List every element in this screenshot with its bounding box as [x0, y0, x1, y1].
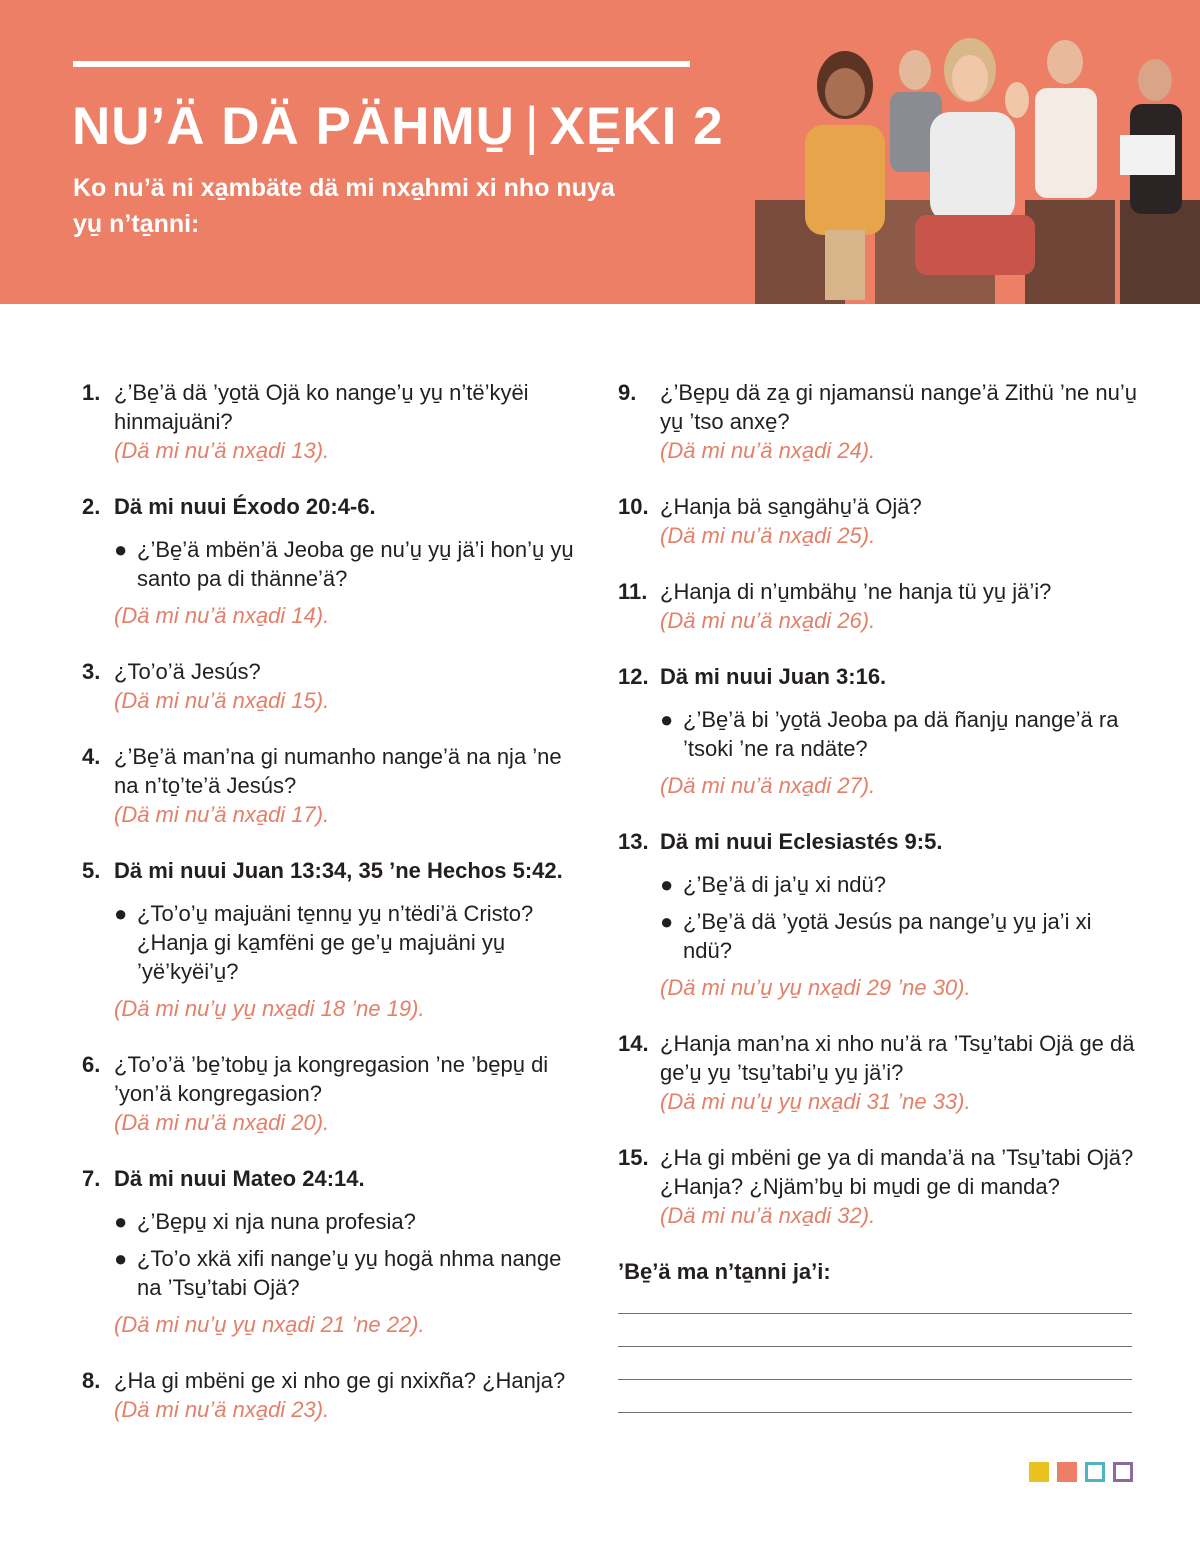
sub-question: ● ¿’Be̱’ä di ja’u̱ xi ndü? — [660, 872, 887, 897]
question-number: 10. — [618, 494, 649, 519]
question-13 — [618, 827, 1138, 1002]
question-number: 7. — [82, 1166, 101, 1191]
sub-question: ● ¿To’o’u̱ majuäni te̱nnu̱ yu̱ n’tëdi’ä Cristo? ¿Hanja gi ka̱mfëni ge ge’u̱ majuäni yu̱ ’yë’kyëi’u̱? — [114, 901, 534, 984]
sub-question-list — [114, 1207, 582, 1302]
question-text: ¿’Be̱’ä dä ’yo̱tä Ojä ko nange’u̱ yu̱ n’të’kyëi hinmajuäni? — [114, 380, 529, 434]
paragraph-reference: (Dä mi nu’ä nxa̱di 23). — [114, 1397, 330, 1422]
question-text: ¿Ha gi mbëni ge xi nho ge gi nxixña? ¿Hanja? — [114, 1368, 566, 1393]
paragraph-reference: (Dä mi nu’ä nxa̱di 15). — [114, 688, 330, 713]
paragraph-reference: (Dä mi nu’ä nxa̱di 17). — [114, 802, 330, 827]
question-text: ¿Hanja di n’u̱mbähu̱ ’ne hanja tü yu̱ jä’i? — [660, 579, 1052, 604]
bullet-icon: ● — [114, 901, 128, 926]
title-main: NU’Ä DÄ PÄHMU̱ — [72, 97, 515, 156]
scripture-reading: Dä mi nuui Eclesiastés 9:5. — [660, 829, 943, 854]
paragraph-reference: (Dä mi nu’u̱ yu̱ nxa̱di 21 ’ne 22). — [114, 1312, 425, 1337]
title-part: XE̱KI 2 — [549, 97, 724, 156]
question-3 — [82, 657, 582, 715]
question-number: 6. — [82, 1052, 101, 1077]
bullet-icon: ● — [660, 707, 674, 732]
question-number: 12. — [618, 664, 649, 689]
paragraph-reference: (Dä mi nu’ä nxa̱di 24). — [660, 438, 876, 463]
question-number: 9. — [618, 380, 637, 405]
question-number: 13. — [618, 829, 649, 854]
question-9 — [618, 378, 1138, 465]
note-line[interactable] — [618, 1346, 1132, 1347]
paragraph-reference: (Dä mi nu’ä nxa̱di 26). — [660, 608, 876, 633]
paragraph-reference: (Dä mi nu’ä nxa̱di 20). — [114, 1110, 330, 1135]
question-number: 15. — [618, 1145, 649, 1170]
sub-question: ● ¿’Be̱pu̱ xi nja nuna profesia? — [114, 1209, 416, 1234]
paragraph-reference: (Dä mi nu’ä nxa̱di 14). — [114, 603, 330, 628]
question-number: 8. — [82, 1368, 101, 1393]
questions-column-right — [618, 378, 1138, 1413]
bullet-icon: ● — [114, 537, 128, 562]
question-14 — [618, 1029, 1138, 1116]
question-text: ¿Hanja man’na xi nho nu’ä ra ’Tsu̱’tabi Ojä ge dä ge’u̱ yu̱ ’tsu̱’tabi’u̱ yu̱ jä’i? — [660, 1031, 1135, 1085]
question-number: 2. — [82, 494, 101, 519]
note-line[interactable] — [618, 1379, 1132, 1380]
question-10 — [618, 492, 1138, 550]
paragraph-reference: (Dä mi nu’u̱ yu̱ nxa̱di 31 ’ne 33). — [660, 1089, 971, 1114]
question-number: 11. — [618, 579, 648, 604]
question-text: ¿To’o’ä Jesús? — [114, 659, 261, 684]
question-11 — [618, 577, 1138, 635]
header-banner — [0, 0, 1200, 304]
question-number: 3. — [82, 659, 101, 684]
question-number: 5. — [82, 858, 101, 883]
bullet-icon: ● — [660, 872, 674, 897]
question-text: ¿’Be̱’ä man’na gi numanho nange’ä na nja ’ne na n’to̱’te’ä Jesús? — [114, 744, 562, 798]
paragraph-reference: (Dä mi nu’u̱ yu̱ nxa̱di 18 ’ne 19). — [114, 996, 425, 1021]
square-purple-outline-icon — [1113, 1462, 1133, 1482]
scripture-reading: Dä mi nuui Juan 13:34, 35 ’ne Hechos 5:42. — [114, 858, 563, 883]
question-12 — [618, 662, 1138, 800]
audience-illustration — [735, 0, 1200, 304]
header-rule — [73, 61, 690, 67]
bullet-icon: ● — [660, 909, 674, 934]
square-teal-outline-icon — [1085, 1462, 1105, 1482]
question-number: 14. — [618, 1031, 649, 1056]
bullet-icon: ● — [114, 1209, 128, 1234]
question-4 — [82, 742, 582, 829]
scripture-reading: Dä mi nuui Éxodo 20:4-6. — [114, 494, 376, 519]
question-number: 1. — [82, 380, 101, 405]
square-coral-icon — [1057, 1462, 1077, 1482]
paragraph-reference: (Dä mi nu’ä nxa̱di 32). — [660, 1203, 876, 1228]
title-separator: | — [524, 97, 540, 156]
question-text: ¿Hanja bä sa̱ngähu̱’ä Ojä? — [660, 494, 922, 519]
question-1 — [82, 378, 582, 465]
page-title — [72, 95, 724, 159]
notes-label: ’Be̱’ä ma n’ta̱nni ja’i: — [618, 1259, 831, 1284]
question-7 — [82, 1164, 582, 1339]
sub-question: ● ¿To’o xkä xifi nange’u̱ yu̱ hogä nhma nange na ’Tsu̱’tabi Ojä? — [114, 1246, 562, 1300]
sub-question-list — [114, 535, 582, 593]
scripture-reading: Dä mi nuui Juan 3:16. — [660, 664, 887, 689]
note-line[interactable] — [618, 1412, 1132, 1413]
questions-column-left — [82, 378, 582, 1451]
question-text: ¿’Be̱pu̱ dä za̱ gi njamansü nange’ä Zithü ’ne nu’u̱ yu̱ ’tso anxe̱? — [660, 380, 1137, 434]
sub-question-list — [660, 705, 1138, 763]
bullet-icon: ● — [114, 1246, 128, 1271]
paragraph-reference: (Dä mi nu’ä nxa̱di 25). — [660, 523, 876, 548]
sub-question: ● ¿’Be̱’ä dä ’yo̱tä Jesús pa nange’u̱ yu̱ ja’i xi ndü? — [660, 909, 1092, 963]
question-text: ¿To’o’ä ’be̱’tobu̱ ja kongregasion ’ne ’be̱pu̱ di ’yon’ä kongregasion? — [114, 1052, 549, 1106]
question-number: 4. — [82, 744, 101, 769]
question-6 — [82, 1050, 582, 1137]
sub-question-list — [660, 870, 1138, 965]
scripture-reading: Dä mi nuui Mateo 24:14. — [114, 1166, 365, 1191]
paragraph-reference: (Dä mi nu’ä nxa̱di 27). — [660, 773, 876, 798]
question-text: ¿Ha gi mbëni ge ya di manda’ä na ’Tsu̱’tabi Ojä? ¿Hanja? ¿Njäm’bu̱ bi mu̱di ge di manda? — [660, 1145, 1134, 1199]
question-8 — [82, 1366, 582, 1424]
question-2 — [82, 492, 582, 630]
square-yellow-icon — [1029, 1462, 1049, 1482]
sub-question: ● ¿’Be̱’ä bi ’yo̱tä Jeoba pa dä ñanju̱ nange’ä ra ’tsoki ’ne ra ndäte? — [660, 707, 1119, 761]
note-line[interactable] — [618, 1313, 1132, 1314]
paragraph-reference: (Dä mi nu’ä nxa̱di 13). — [114, 438, 330, 463]
paragraph-reference: (Dä mi nu’u̱ yu̱ nxa̱di 29 ’ne 30). — [660, 975, 971, 1000]
sub-question-list — [114, 899, 582, 986]
page-subtitle: Ko nu’ä ni xa̱mbäte dä mi nxa̱hmi xi nho nuya yu̱ n’ta̱nni: — [73, 174, 615, 238]
question-5 — [82, 856, 582, 1023]
question-15 — [618, 1143, 1138, 1230]
sub-question: ● ¿’Be̱’ä mbën’ä Jeoba ge nu’u̱ yu̱ jä’i hon’u̱ yu̱ santo pa di thänne’ä? — [114, 537, 574, 591]
